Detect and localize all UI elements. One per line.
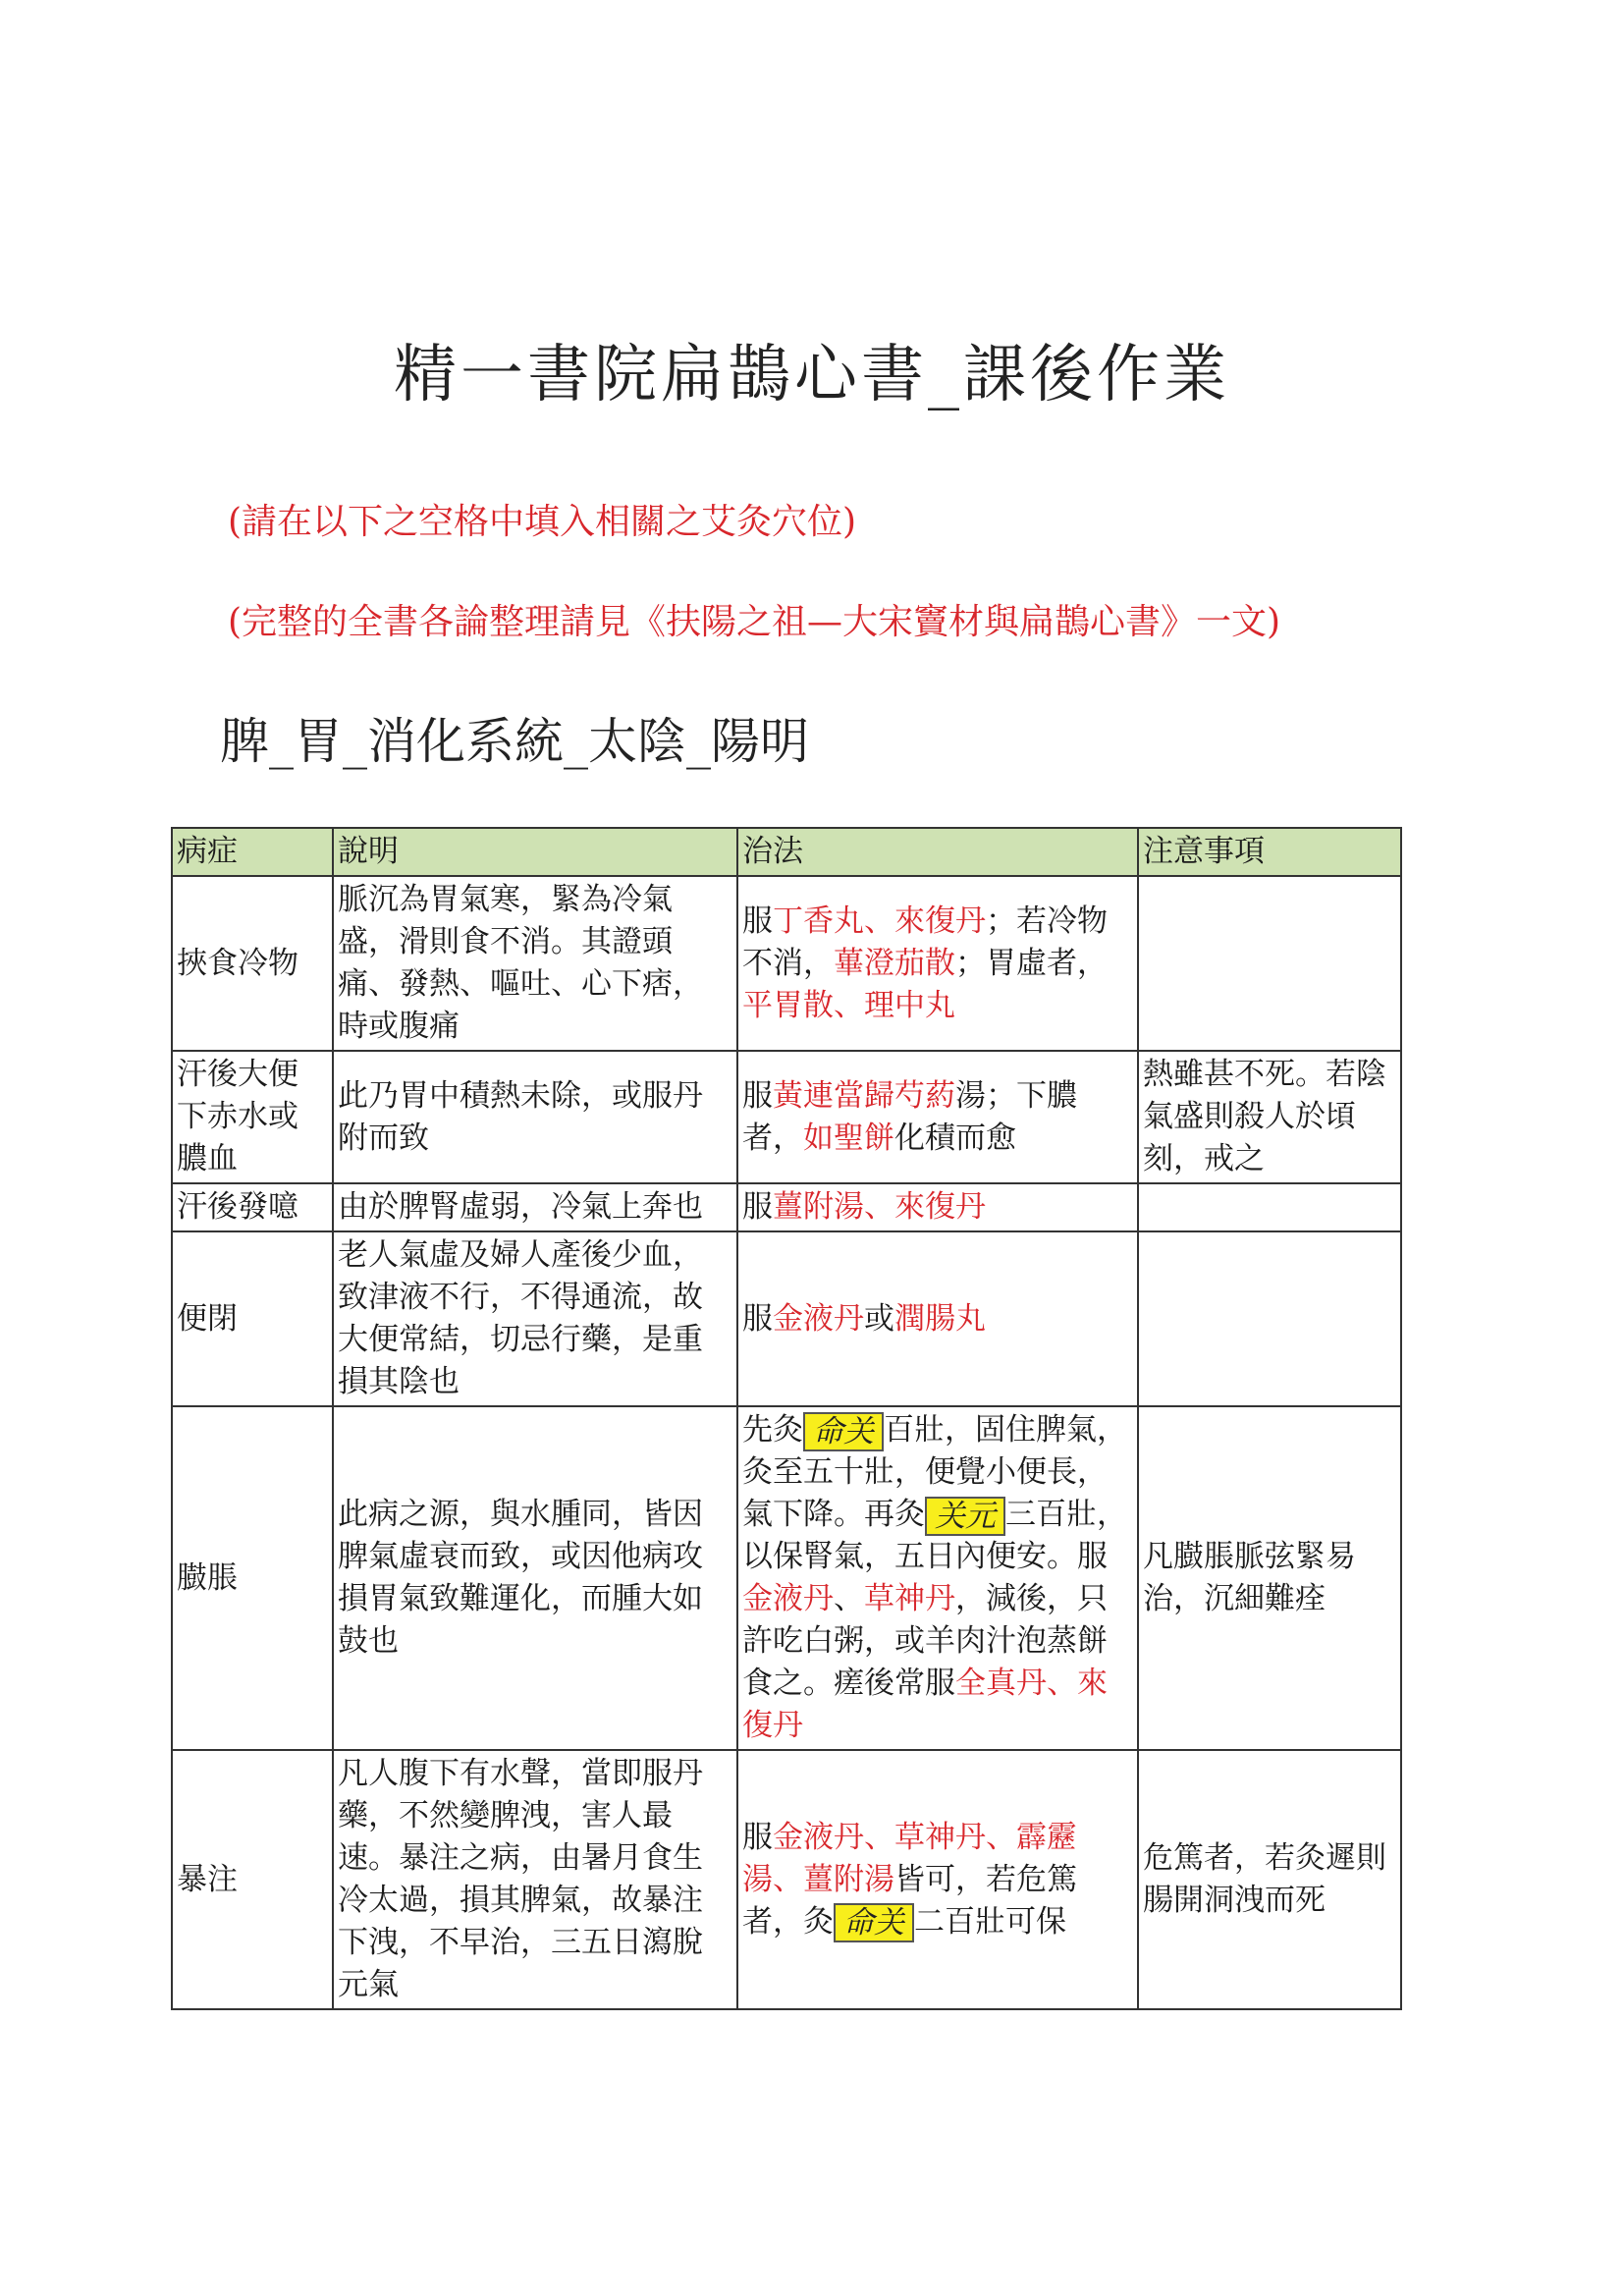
disease-cell: 便閉 — [172, 1231, 333, 1406]
treatment-cell — [737, 876, 1138, 1051]
header-treatment: 治法 — [737, 828, 1138, 876]
notes-cell: 危篤者，若灸遲則腸開洞洩而死 — [1138, 1750, 1401, 2009]
section-title: 脾_胃_消化系統_太陰_陽明 — [220, 713, 809, 770]
notes-cell: 熱雖甚不死。若陰氣盛則殺人於頃刻，戒之 — [1138, 1051, 1401, 1183]
remedy-name: 薑附湯、來復丹 — [773, 1189, 986, 1225]
treatment-text: 化積而愈 — [894, 1120, 1016, 1156]
treatment-text: 先灸 — [742, 1412, 803, 1448]
treatment-cell — [737, 1750, 1138, 2009]
remedy-name: 蓽澄茄散 — [834, 945, 955, 981]
remedy-name: 潤腸丸 — [894, 1300, 986, 1337]
table-row — [172, 876, 1401, 1051]
treatment-text: 皆可，若危篤者，灸 — [742, 1861, 1077, 1940]
notes-cell — [1138, 1183, 1401, 1231]
header-description: 說明 — [333, 828, 737, 876]
table-row — [172, 1183, 1401, 1231]
acupoint-answer[interactable]: 关元 — [925, 1497, 1005, 1536]
table-row — [172, 1051, 1401, 1183]
description-cell: 脈沉為胃氣寒，緊為冷氣盛，滑則食不消。其證頭痛、發熱、嘔吐、心下痞，時或腹痛 — [333, 876, 737, 1051]
treatment-text: 、 — [834, 1581, 864, 1616]
treatment-text: 服 — [742, 1189, 773, 1225]
remedy-name: 黃連當歸芍葯 — [773, 1077, 955, 1114]
remedy-name: 丁香丸、來復丹 — [773, 902, 986, 939]
description-cell: 由於脾腎虛弱，冷氣上奔也 — [333, 1183, 737, 1231]
treatment-text: 服 — [742, 1300, 773, 1337]
disease-cell: 暴注 — [172, 1750, 333, 2009]
page-title: 精一書院扁鵲心書_課後作業 — [394, 339, 1230, 411]
treatment-text: 三百壯，以保腎氣，五日內便安。服 — [742, 1497, 1127, 1574]
homework-table — [171, 827, 1402, 2010]
header-disease: 病症 — [172, 828, 333, 876]
treatment-text: 或 — [864, 1300, 894, 1337]
remedy-name: 金液丹、草神丹、霹靂湯、薑附湯 — [742, 1819, 1077, 1897]
description-cell: 此乃胃中積熱未除，或服丹附而致 — [333, 1051, 737, 1183]
remedy-name: 草神丹 — [864, 1581, 955, 1616]
notes-cell — [1138, 1231, 1401, 1406]
remedy-name: 平胃散、理中丸 — [742, 987, 955, 1023]
header-notes: 注意事項 — [1138, 828, 1401, 876]
reference-note: (完整的全書各論整理請見《扶陽之祖—大宋竇材與扁鵲心書》一文) — [228, 602, 1281, 642]
treatment-text: ；胃虛者， — [955, 945, 1108, 981]
remedy-name: 金液丹 — [773, 1300, 864, 1337]
disease-cell: 汗後大便下赤水或膿血 — [172, 1051, 333, 1183]
treatment-text: ；若冷物不消， — [742, 902, 1108, 981]
disease-cell: 汗後發噫 — [172, 1183, 333, 1231]
disease-cell: 挾食冷物 — [172, 876, 333, 1051]
table-header-row — [172, 828, 1401, 876]
treatment-text: 服 — [742, 1819, 773, 1855]
notes-cell: 凡臌脹脈弦緊易治，沉細難痊 — [1138, 1406, 1401, 1750]
treatment-text: 二百壯可保 — [914, 1903, 1066, 1940]
instruction-note: (請在以下之空格中填入相關之艾灸穴位) — [228, 502, 857, 542]
treatment-cell — [737, 1231, 1138, 1406]
notes-cell — [1138, 876, 1401, 1051]
description-cell: 凡人腹下有水聲，當即服丹藥，不然變脾洩，害人最速。暴注之病，由暑月食生冷太過，損其脾氣，故暴注下洩，不早治，三五日瀉脫元氣 — [333, 1750, 737, 2009]
acupoint-answer[interactable]: 命关 — [803, 1412, 884, 1451]
treatment-text: ，減後，只許吃白粥，或羊肉汁泡蒸餅食之。瘥後常服 — [742, 1581, 1108, 1701]
table-row — [172, 1750, 1401, 2009]
acupoint-answer[interactable]: 命关 — [834, 1903, 914, 1942]
treatment-cell — [737, 1183, 1138, 1231]
treatment-text: 湯；下膿者， — [742, 1077, 1077, 1156]
table-row — [172, 1406, 1401, 1750]
description-cell: 此病之源，與水腫同，皆因脾氣虛衰而致，或因他病攻損胃氣致難運化，而腫大如鼓也 — [333, 1406, 737, 1750]
disease-cell: 臌脹 — [172, 1406, 333, 1750]
table-row — [172, 1231, 1401, 1406]
remedy-name: 如聖餅 — [803, 1120, 894, 1156]
treatment-text: 服 — [742, 1077, 773, 1114]
description-cell: 老人氣虛及婦人產後少血，致津液不行，不得通流，故大便常結，切忌行藥，是重損其陰也 — [333, 1231, 737, 1406]
treatment-text: 百壯，固住脾氣，灸至五十壯，便覺小便長，氣下降。再灸 — [742, 1412, 1127, 1532]
treatment-text: 服 — [742, 902, 773, 939]
treatment-cell — [737, 1406, 1138, 1750]
remedy-name: 全真丹、來復丹 — [742, 1666, 1108, 1743]
remedy-name: 金液丹 — [742, 1581, 834, 1616]
treatment-cell — [737, 1051, 1138, 1183]
